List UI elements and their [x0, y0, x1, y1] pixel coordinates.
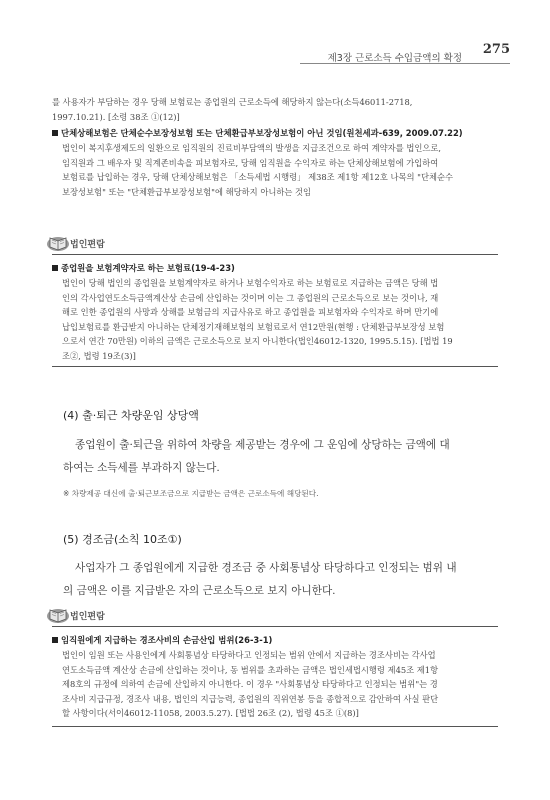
- item-line: 법인이 복지후생제도의 일환으로 임직원의 진료비부담액의 발생을 지급조건으로 하여 계약자를 법인으로,: [62, 143, 442, 153]
- item-congratulatory-expense: [52, 634, 496, 721]
- item-line: 법인이 임원 또는 사용인에게 사회통념상 타당하다고 인정되는 범위 안에서 지급하는 경조사비는 각사업: [62, 650, 436, 660]
- item-title-text: 종업원을 보험계약자로 하는 보험료(19-4-23): [61, 263, 235, 273]
- intro-line: 1997.10.21). [소령 38조 ①(12)]: [52, 111, 180, 122]
- box-bottom-rule: [52, 366, 498, 367]
- item-title: [52, 634, 496, 647]
- item-line: 연도소득금액 계산상 손금에 산입하는 것이나, 동 범위를 초과하는 금액은 법인세법시행령 제45조 제1항: [62, 664, 439, 675]
- item-line: 조②, 법령 19조(3)]: [62, 350, 136, 361]
- item-group-insurance: [52, 127, 496, 199]
- section-body-commute: [63, 434, 499, 480]
- section-title-congratulatory: (5) 경조금(소칙 10조①): [63, 533, 182, 546]
- box-top-rule: [52, 626, 498, 627]
- box-label: 법인편람: [70, 240, 105, 250]
- intro-paragraph: [52, 95, 496, 124]
- page-header: [300, 42, 510, 66]
- box-top-rule: [52, 254, 498, 255]
- reference-box-header: [46, 232, 498, 254]
- item-line: 인의 각사업연도소득금액계산상 손금에 산입하는 것이며 이는 그 종업원의 근로소득으로 보는 것이나, 재: [62, 292, 439, 303]
- item-title-text: 단체상해보험은 단체순수보장성보험 또는 단체환급부보장성보험이 아닌 것임(원천세과-639, 2009.07.22): [61, 128, 463, 138]
- box-bottom-rule: [52, 726, 498, 727]
- page-number: 275: [482, 42, 510, 57]
- reference-box-header: [46, 604, 498, 626]
- item-employee-insurance: [52, 262, 496, 363]
- intro-line: 를 사용자가 부담하는 경우 당해 보험료는 종업원의 근로소득에 해당하지 않는다(소득46011-2718,: [52, 97, 413, 107]
- section-line: 사업자가 그 종업원에게 지급한 경조금 중 사회통념상 타당하다고 인정되는 범위 내: [75, 562, 457, 574]
- book-icon: [46, 604, 70, 624]
- item-line: 납입보험료를 환급받지 아니하는 단체정기재해보험의 보험료로서 연12만원(현행 : 단체환급부보장성 보험: [62, 321, 445, 332]
- item-line: 보장성보험" 또는 "단체환급부보장성보험"에 해당하지 아니하는 것임: [62, 186, 312, 197]
- item-line: 법인이 당해 법인의 종업원을 보험계약자로 하거나 보험수익자로 하는 보험료로 지급하는 금액은 당해 법: [62, 278, 439, 288]
- bullet-square-icon: [52, 637, 58, 643]
- header-rule: [300, 63, 510, 64]
- box-label: 법인편람: [70, 612, 105, 622]
- item-line: 임직원과 그 배우자 및 직계존비속을 피보험자로, 당해 임직원을 수익자로 하는 단체상해보험에 가입하여: [62, 157, 439, 168]
- section-line: 종업원이 출·퇴근을 위하여 차량을 제공받는 경우에 그 운임에 상당하는 금액에 대: [75, 439, 450, 451]
- item-line: 제8호의 규정에 의하여 손금에 산입하지 아니한다. 이 경우 "사회통념상 타당하다고 인정되는 범위"는 경: [62, 679, 438, 689]
- section-line: 하여는 소득세를 부과하지 않는다.: [63, 462, 220, 474]
- item-line: 할 사항이다(서이46012-11058, 2003.5.27). [법법 26조 (2), 법령 45조 ①(8)]: [62, 708, 359, 718]
- section-body-congratulatory: [63, 557, 499, 603]
- section-note: ※ 차량제공 대신에 출·퇴근보조금으로 지급받는 금액은 근로소득에 해당된다.: [63, 489, 319, 498]
- item-title: [52, 262, 496, 275]
- section-title-commute: (4) 출·퇴근 차량운임 상당액: [63, 409, 199, 422]
- item-line: 으로서 연간 70만원) 이하의 금액은 근로소득으로 보지 아니한다(법인46012-1320, 1995.5.15). [법법 19: [62, 336, 453, 346]
- bullet-square-icon: [52, 130, 58, 136]
- item-title-text: 임직원에게 지급하는 경조사비의 손금산입 범위(26-3-1): [61, 635, 273, 645]
- section-line: 의 금액은 이를 지급받은 자의 근로소득으로 보지 아니한다.: [63, 585, 336, 597]
- book-icon: [46, 232, 70, 252]
- item-line: 조사비 지급규정, 경조사 내용, 법인의 지급능력, 종업원의 직위연봉 등을 종합적으로 감안하여 사실 판단: [62, 693, 439, 704]
- item-line: 해로 인한 종업원의 사망과 상해를 보험금의 지급사유로 하고 종업원을 피보험자와 수익자로 하며 만기에: [62, 307, 439, 317]
- item-line: 보험료를 납입하는 경우, 당해 단체상해보험은 「소득세법 시행령」 제38조 제1항 제12호 나목의 "단체순수: [62, 172, 454, 182]
- chapter-title: 제3장 근로소득 수입금액의 확정: [327, 53, 462, 64]
- bullet-square-icon: [52, 265, 58, 271]
- item-title: [52, 127, 496, 140]
